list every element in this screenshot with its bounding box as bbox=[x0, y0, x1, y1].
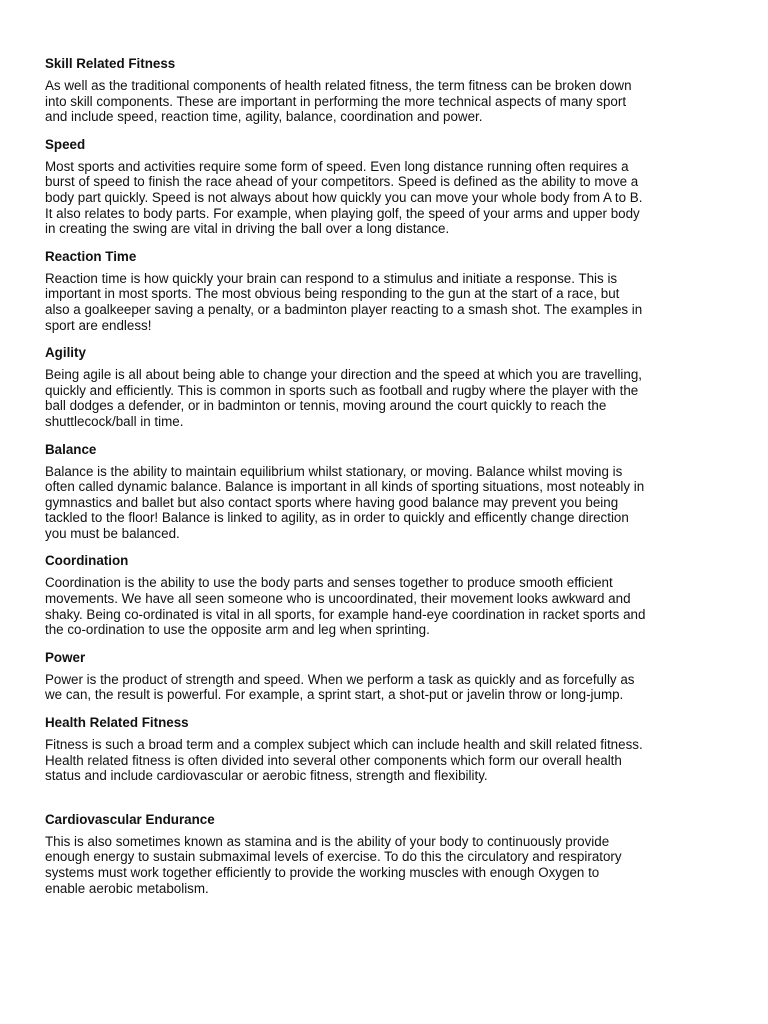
section-heading: Agility bbox=[45, 345, 86, 361]
section-heading: Power bbox=[45, 649, 86, 665]
text-line: important in most sports. The most obvious being responding to the gun at the start of a race, but bbox=[45, 286, 620, 302]
section-health-related-fitness bbox=[45, 715, 735, 784]
text-line: and include speed, reaction time, agility, balance, coordination and power. bbox=[45, 109, 483, 125]
section-paragraph bbox=[45, 78, 735, 125]
section-cardiovascular-endurance bbox=[45, 812, 735, 896]
section-heading: Skill Related Fitness bbox=[45, 56, 176, 71]
text-line: systems must work together efficiently to provide the working muscles with enough Oxygen to bbox=[45, 865, 600, 880]
text-line: Power is the product of strength and speed. When we perform a task as quickly and as forcefully as bbox=[45, 671, 635, 687]
text-line: enough energy to sustain submaximal levels of exercise. To do this the circulatory and respiratory bbox=[45, 849, 622, 865]
text-line: sport are endless! bbox=[45, 317, 152, 333]
section-heading: Health Related Fitness bbox=[45, 715, 189, 731]
text-line: As well as the traditional components of health related fitness, the term fitness can be broken down bbox=[45, 78, 632, 93]
text-line: quickly and efficiently. This is common in sports such as football and rugby where the player with the bbox=[45, 382, 639, 398]
text-line: ball dodges a defender, or in badminton or tennis, moving around the court quickly to reach the bbox=[45, 398, 607, 414]
text-line: you must be balanced. bbox=[45, 525, 180, 541]
section-coordination bbox=[45, 553, 735, 637]
text-line: Reaction time is how quickly your brain can respond to a stimulus and initiate a response. This is bbox=[45, 270, 618, 286]
section-heading: Cardiovascular Endurance bbox=[45, 811, 215, 827]
text-line: into skill components. These are important in performing the more technical aspects of many sport bbox=[45, 93, 627, 109]
text-line: enable aerobic metabolism. bbox=[45, 880, 209, 896]
section-paragraph bbox=[45, 672, 735, 703]
text-line: often called dynamic balance. Balance is important in all kinds of sporting situations, most noteably in bbox=[45, 479, 645, 495]
text-line: also a goalkeeper saving a penalty, or a badminton player reacting to a smash shot. The examples in bbox=[45, 301, 643, 317]
text-line: Fitness is such a broad term and a complex subject which can include health and skill related fitness. bbox=[45, 737, 643, 753]
text-line: Balance is the ability to maintain equilibrium whilst stationary, or moving. Balance whilst moving is bbox=[45, 463, 623, 479]
section-paragraph bbox=[45, 159, 735, 237]
section-skill-related-fitness bbox=[45, 56, 735, 125]
section-heading: Balance bbox=[45, 441, 97, 457]
text-line: the co-ordination to use the opposite arm and leg when sprinting. bbox=[45, 622, 430, 638]
text-line: in creating the swing are vital in driving the ball over a long distance. bbox=[45, 221, 450, 237]
section-paragraph bbox=[45, 834, 735, 896]
section-power bbox=[45, 650, 735, 703]
section-paragraph bbox=[45, 367, 735, 429]
text-line: Coordination is the ability to use the body parts and senses together to produce smooth efficient bbox=[45, 575, 613, 591]
section-heading: Speed bbox=[45, 136, 86, 152]
section-speed bbox=[45, 137, 735, 237]
text-line: movements. We have all seen someone who is uncoordinated, their movement looks awkward and bbox=[45, 591, 631, 607]
document-page bbox=[45, 56, 735, 908]
text-line: body part quickly. Speed is not always about how quickly you can move your whole body from A to B. bbox=[45, 189, 643, 205]
text-line: shuttlecock/ball in time. bbox=[45, 413, 184, 429]
text-line: gymnastics and ballet but also contact sports where having good balance may prevent you being bbox=[45, 494, 619, 510]
text-line: status and include cardiovascular or aerobic fitness, strength and flexibility. bbox=[45, 768, 488, 784]
section-reaction-time bbox=[45, 249, 735, 333]
section-paragraph bbox=[45, 737, 735, 784]
text-line: This is also sometimes known as stamina and is the ability of your body to continuously provide bbox=[45, 833, 610, 849]
text-line: Health related fitness is often divided into several other components which form our overall health bbox=[45, 752, 622, 768]
section-balance bbox=[45, 442, 735, 542]
text-line: Most sports and activities require some form of speed. Even long distance running often requires a bbox=[45, 158, 629, 174]
section-agility bbox=[45, 345, 735, 429]
section-heading: Coordination bbox=[45, 553, 129, 569]
section-heading: Reaction Time bbox=[45, 248, 137, 264]
section-paragraph bbox=[45, 271, 735, 333]
text-line: burst of speed to finish the race ahead of your competitors. Speed is defined as the ability to move a bbox=[45, 174, 639, 190]
section-paragraph bbox=[45, 464, 735, 542]
section-paragraph bbox=[45, 575, 735, 637]
text-line: It also relates to body parts. For example, when playing golf, the speed of your arms and upper body bbox=[45, 205, 640, 221]
text-line: we can, the result is powerful. For example, a sprint start, a shot-put or javelin throw or long-jump. bbox=[45, 687, 624, 703]
text-line: Being agile is all about being able to change your direction and the speed at which you are travelling, bbox=[45, 367, 643, 383]
text-line: tackled to the floor! Balance is linked to agility, as in order to quickly and efficently change direction bbox=[45, 510, 629, 526]
text-line: shaky. Being co-ordinated is vital in all sports, for example hand-eye coordination in racket sports and bbox=[45, 606, 646, 622]
